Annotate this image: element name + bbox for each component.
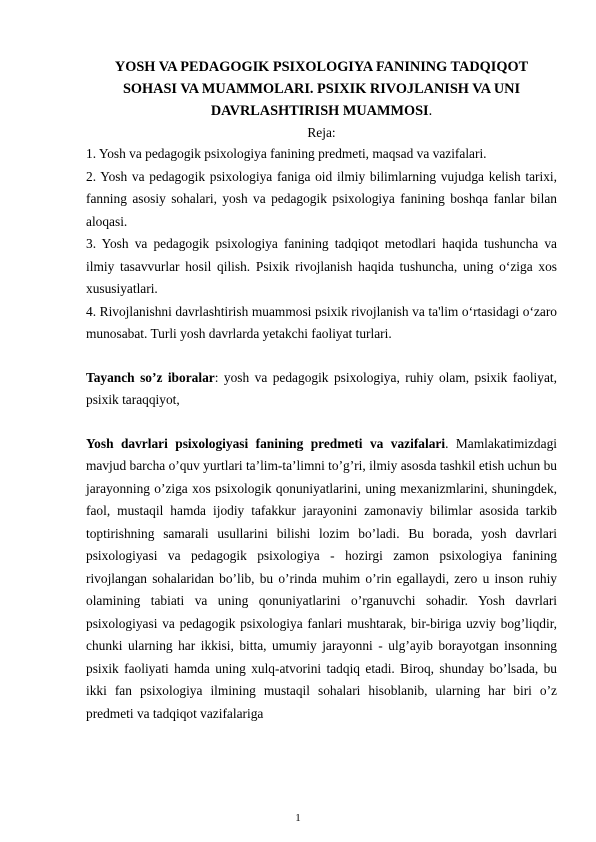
- section-text: . Mamlakatimizdagi mavjud barcha o’quv yurtlari ta’lim-ta’limni to’g’ri, ilmiy asosda tashkil etish uchun bu jarayonning o’ziga xos psixologik qonuniyatlarini, uning mexanizmlarini, shuningdek, faol, mustaqil hamda ijodiy tafakkur jarayonini zamonaviy bilimlar asosida tarkib toptirishning samarali usullarini bilishi lozim bo’ladi. Bu borada, yosh davrlari psixologiyasi va pedagogik psixologiya - hozirgi zamon psixologiya fanining rivojlangan sohalaridan bo’lib, bu o’rinda muhim o’rin egallaydi, zero u inson ruhiy olamining tabiati va uning qonuniyatlarini o’rganuvchi sohadir. Yosh davrlari psixologiyasi va pedagogik psixologiya fanlari mushtarak, bir-biriga uzviy bog’liqdir, chunki ularning har ikkisi, bitta, umumiy jarayonni - ulg’ayib borayotgan insonning psixik faoliyati hamda uning xulq-atvorini tadqiq etadi. Biroq, shunday bo’lsada, bu ikki fan psixologiya ilmining mustaqil sohalari hisoblanib, ularning har biri o’z predmeti va tadqiqot vazifalariga: [86, 435, 557, 721]
- keywords-text: : yosh va pedagogik psixologiya, ruhiy olam, psixik faoliyat, psixik taraqqiyot,: [86, 369, 557, 407]
- section-heading: Yosh davrlari psixologiyasi fanining predmeti va vazifalari: [86, 435, 446, 451]
- document-title-period: .: [428, 103, 433, 119]
- plan-item-4: 4. Rivojlanishni davrlashtirish muammosi psixik rivojlanish va ta'lim o‘rtasidagi o‘zaro munosabat. Turli yosh davrlarda yetakchi faoliyat turlari.: [86, 303, 557, 341]
- plan-item-3: 3. Yosh va pedagogik psixologiya fanining tadqiqot metodlari haqida tushuncha va ilmiy tasavvurlar hosil qilish. Psixik rivojlanish haqida tushuncha, uning o‘ziga xos xususiyatlari.: [86, 236, 557, 296]
- plan-item-1: 1. Yosh va pedagogik psixologiya fanining predmeti, maqsad va vazifalari.: [86, 146, 487, 161]
- spacer: [86, 346, 557, 367]
- page-content: [86, 56, 557, 725]
- plan-label: Reja:: [307, 125, 336, 140]
- page-number: 1: [295, 812, 301, 824]
- section-paragraph: [86, 433, 557, 726]
- document-title-text: YOSH VA PEDAGOGIK PSIXOLOGIYA FANINING TADQIQOT SOHASI VA MUAMMOLARI. PSIXIK RIVOJLANISH VA UNI DAVRLASHTIRISH MUAMMOSI: [114, 59, 529, 119]
- keywords-label: Tayanch so’z iboralar: [86, 369, 215, 385]
- spacer: [86, 412, 557, 433]
- keywords-paragraph: [86, 367, 557, 412]
- plan-item-2: 2. Yosh va pedagogik psixologiya faniga oid ilmiy bilimlarning vujudga kelish tarixi, fanning asosiy sohalari, yosh va pedagogik psixologiya fanining boshqa fanlar bilan aloqasi.: [86, 168, 557, 229]
- document-title: [94, 56, 549, 122]
